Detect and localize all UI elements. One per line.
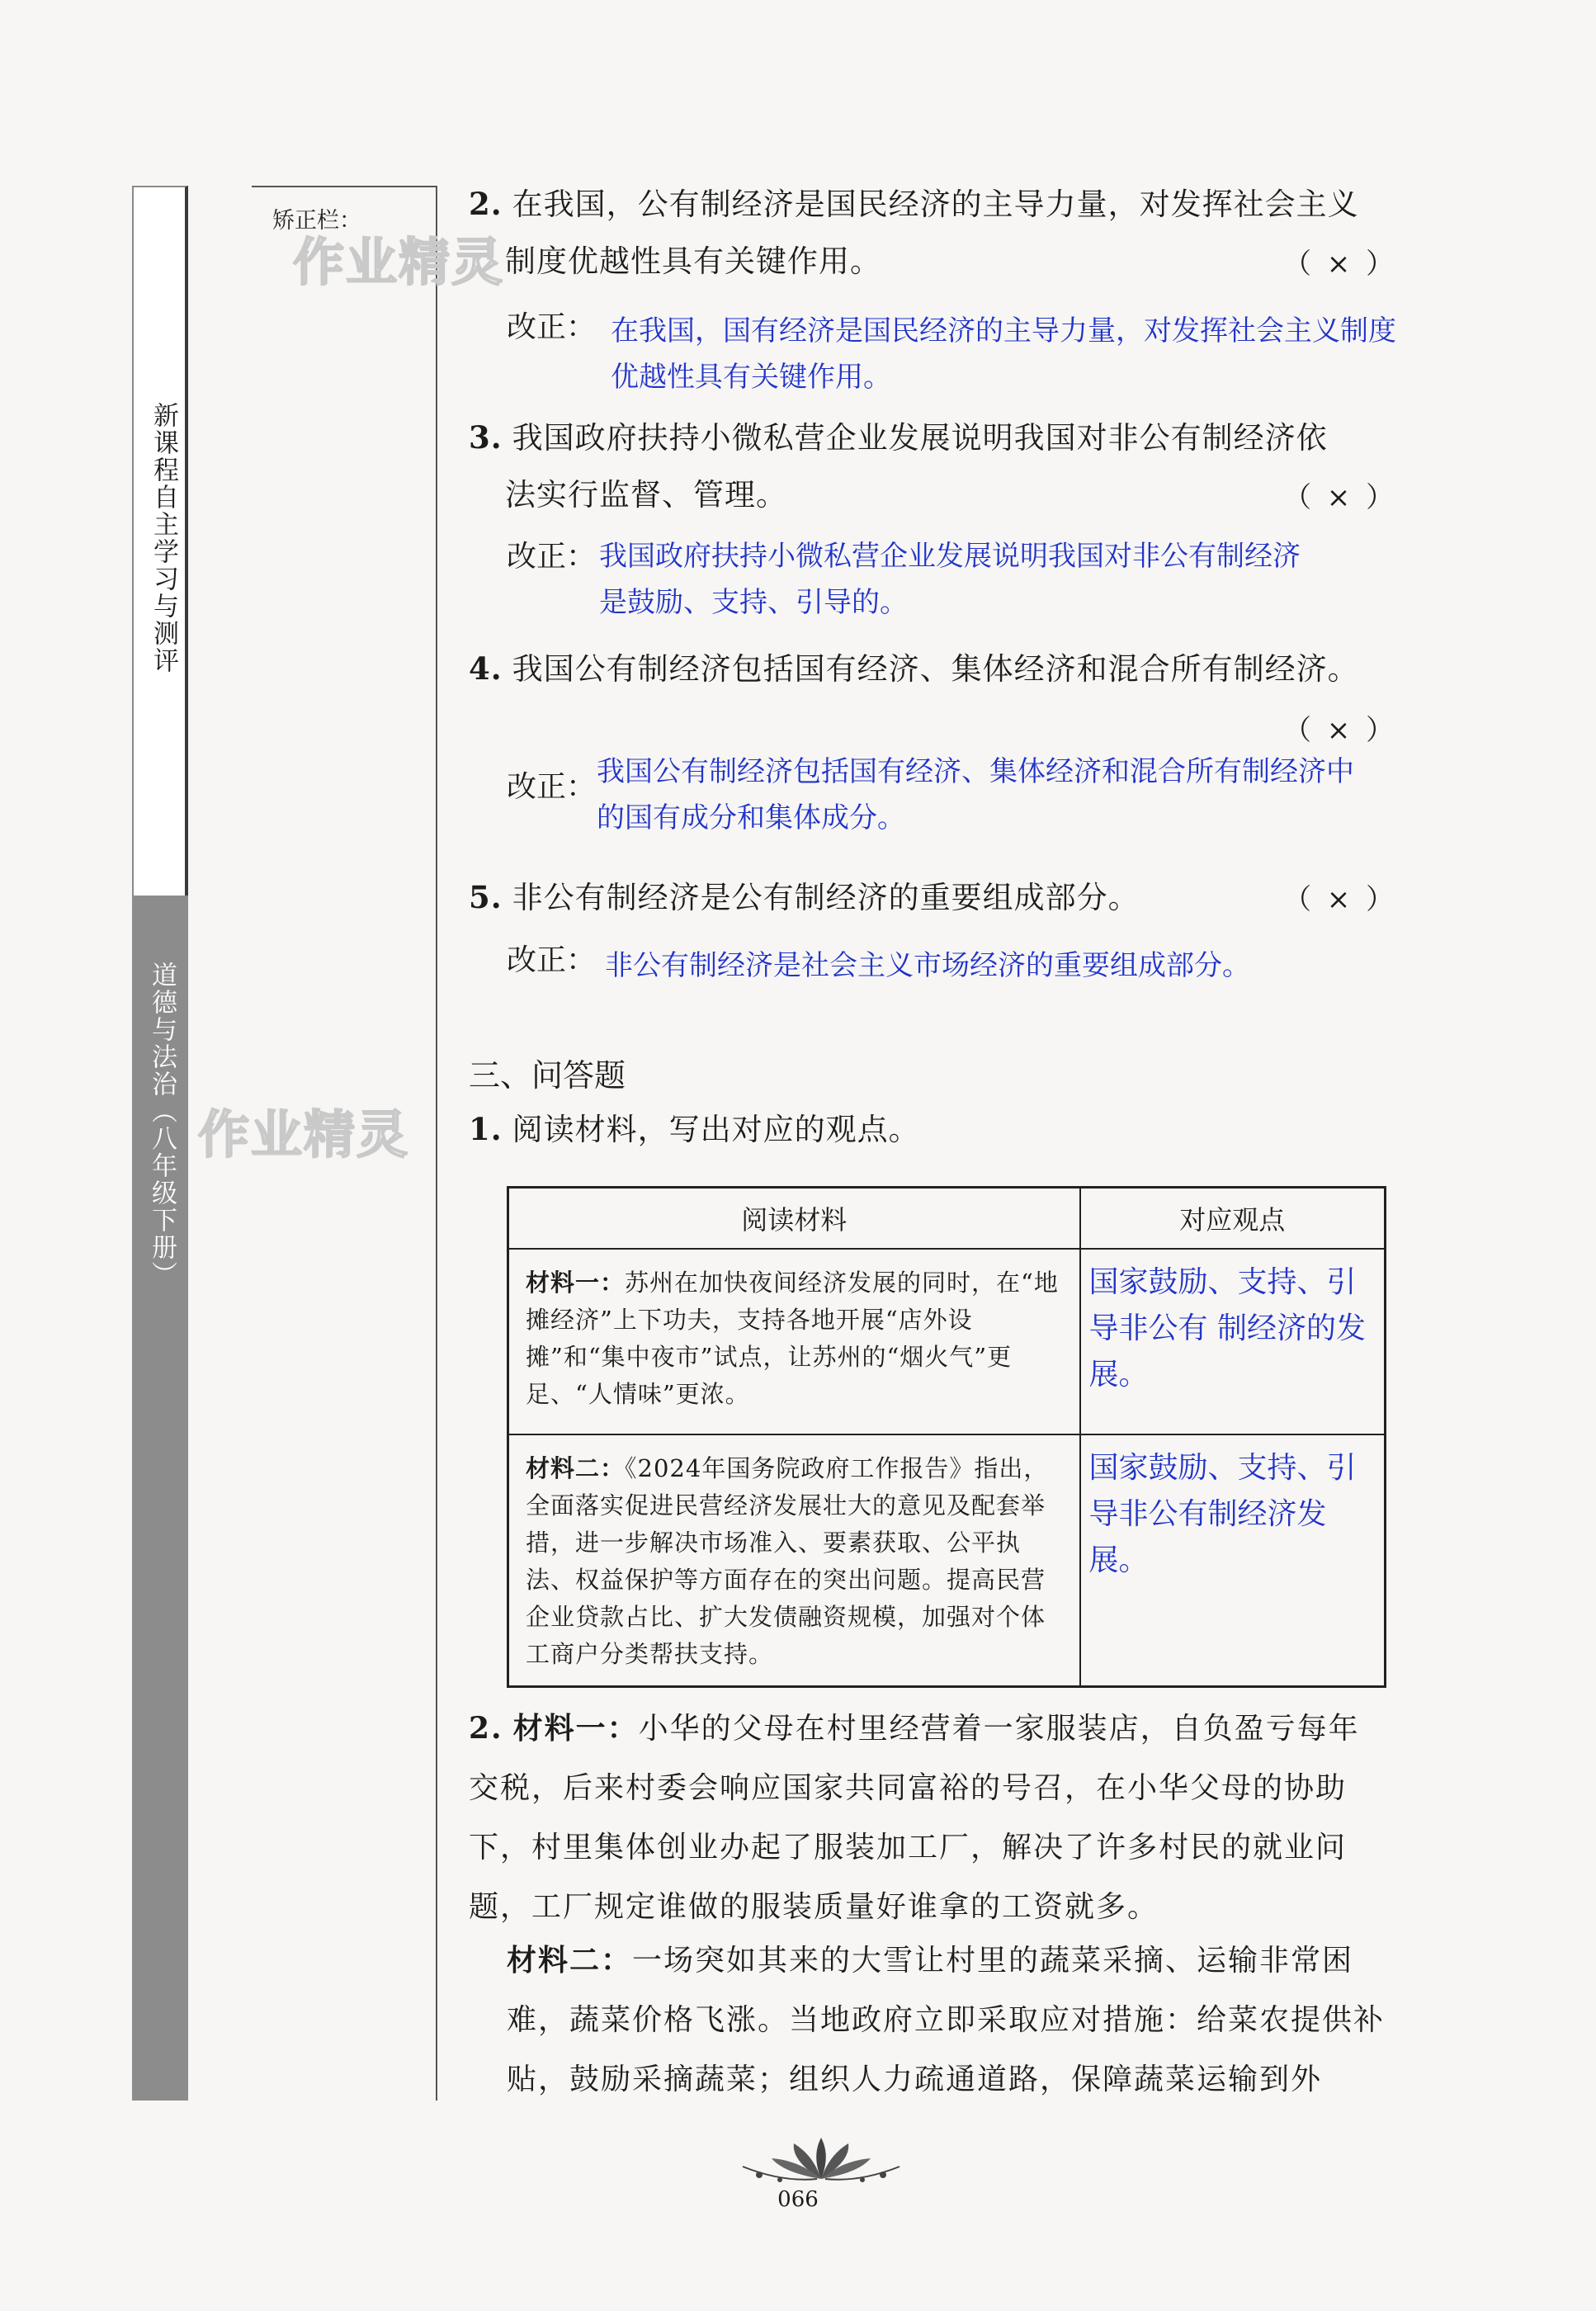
fix-label-2: 改正： bbox=[507, 310, 597, 344]
page-number: 066 bbox=[777, 2187, 819, 2212]
tf-mark-3: （ × ） bbox=[1283, 481, 1398, 514]
fix-line: 是鼓励、支持、引导的。 bbox=[599, 586, 908, 619]
question-text: 阅读材料，写出对应的观点。 bbox=[512, 1112, 920, 1147]
material-label: 材料一： bbox=[526, 1269, 626, 1297]
fix-answer-5: 非公有制经济是社会主义市场经济的重要组成部分。 bbox=[605, 949, 1250, 982]
sidebar-series-tab bbox=[132, 186, 188, 896]
table-header: 对应观点 bbox=[1080, 1188, 1386, 1250]
question-number: 2. bbox=[469, 1711, 503, 1746]
fix-label-4: 改正： bbox=[507, 770, 597, 804]
question-text: 我国公有制经济包括国有经济、集体经济和混合所有制经济。 bbox=[512, 651, 1359, 687]
fix-answer-2 bbox=[611, 308, 1396, 400]
watermark-top: 作业精灵 bbox=[293, 232, 505, 292]
tf-question-3 bbox=[469, 409, 1328, 467]
material-cell bbox=[508, 1249, 1080, 1434]
fix-line: 我国公有制经济包括国有经济、集体经济和混合所有制经济中 bbox=[597, 755, 1354, 788]
table-row bbox=[508, 1249, 1386, 1434]
tf-mark-4: （ × ） bbox=[1283, 714, 1398, 747]
tf-question-4 bbox=[469, 640, 1359, 698]
tf-question-3-line2: 法实行监督、管理。 bbox=[505, 477, 787, 513]
tf-mark-5: （ × ） bbox=[1283, 883, 1398, 916]
watermark-middle: 作业精灵 bbox=[198, 1104, 410, 1165]
tf-question-2-line2: 制度优越性具有关键作用。 bbox=[505, 243, 881, 279]
tf-mark-2: （ × ） bbox=[1283, 248, 1398, 281]
viewpoint-cell: 国家鼓励、支持、引导非公有 制经济的发展。 bbox=[1080, 1249, 1386, 1434]
fix-answer-4 bbox=[597, 749, 1354, 841]
qa-question-2-material-1 bbox=[469, 1699, 1386, 1937]
correction-label: 矫正栏： bbox=[272, 208, 361, 234]
fix-line: 的国有成分和集体成分。 bbox=[597, 801, 905, 834]
fix-answer-3 bbox=[599, 533, 1301, 626]
qa-question-1 bbox=[469, 1100, 920, 1159]
material-label: 材料一： bbox=[512, 1712, 639, 1746]
question-text: 非公有制经济是公有制经济的重要组成部分。 bbox=[512, 880, 1140, 915]
sidebar-subject-title: 道德与法治（八年级下册） bbox=[147, 962, 177, 1288]
material-label: 材料二： bbox=[526, 1454, 626, 1482]
material-text: 苏州在加快夜间经济发展的同时，在“地摊经济”上下功夫，支持各地开展“店外设摊”和“集中夜市”试点，让苏州的“烟火气”更足、“人情味”更浓。 bbox=[526, 1269, 1059, 1408]
question-number: 3. bbox=[469, 419, 503, 456]
viewpoint-cell: 国家鼓励、支持、引导非公有制经济发展。 bbox=[1080, 1434, 1386, 1686]
fix-line: 优越性具有关键作用。 bbox=[611, 361, 891, 394]
table-header-row bbox=[508, 1188, 1386, 1250]
tf-question-5 bbox=[469, 868, 1140, 927]
table-row bbox=[508, 1434, 1386, 1686]
question-text: 在我国，公有制经济是国民经济的主导力量，对发挥社会主义 bbox=[512, 187, 1359, 222]
qa-question-2-material-2 bbox=[507, 1931, 1386, 2110]
material-text: 小华的父母在村里经营着一家服装店，自负盈亏每年交税，后来村委会响应国家共同富裕的号召，在小华父母的协助下，村里集体创业办起了服装加工厂，解决了许多村民的就业问题，工厂规定谁做的服装质量好谁拿的工资就多。 bbox=[469, 1712, 1360, 1924]
fix-line: 在我国，国有经济是国民经济的主导力量，对发挥社会主义制度 bbox=[611, 314, 1396, 347]
fix-label-3: 改正： bbox=[507, 540, 597, 574]
sidebar-subject-tab bbox=[132, 896, 188, 2101]
material-label: 材料二： bbox=[507, 1944, 633, 1978]
materials-table bbox=[507, 1186, 1386, 1688]
question-number: 2. bbox=[469, 186, 503, 222]
fix-label-5: 改正： bbox=[507, 943, 597, 977]
table-header: 阅读材料 bbox=[508, 1188, 1080, 1250]
section-title: 三、问答题 bbox=[469, 1057, 626, 1094]
material-cell bbox=[508, 1434, 1080, 1686]
material-text: 《2024年国务院政府工作报告》指出，全面落实促进民营经济发展壮大的意见及配套举措，进一步解决市场准入、要素获取、公平执法、权益保护等方面存在的突出问题。提高民营企业贷款占比、扩大发债融资规模，加强对个体工商户分类帮扶支持。 bbox=[526, 1454, 1049, 1668]
fix-line: 我国政府扶持小微私营企业发展说明我国对非公有制经济 bbox=[599, 540, 1301, 573]
question-text: 我国政府扶持小微私营企业发展说明我国对非公有制经济依 bbox=[512, 420, 1328, 456]
question-number: 4. bbox=[469, 650, 503, 687]
sidebar-series-title: 新课程自主学习与测评 bbox=[149, 402, 178, 674]
question-number: 1. bbox=[469, 1111, 503, 1147]
question-number: 5. bbox=[469, 879, 503, 915]
material-text: 一场突如其来的大雪让村里的蔬菜采摘、运输非常困难，蔬菜价格飞涨。当地政府立即采取应对措施：给菜农提供补贴，鼓励采摘蔬菜；组织人力疏通道路，保障蔬菜运输到外 bbox=[507, 1944, 1386, 2096]
tf-question-2 bbox=[469, 175, 1359, 234]
floral-ornament-icon bbox=[734, 2134, 908, 2183]
